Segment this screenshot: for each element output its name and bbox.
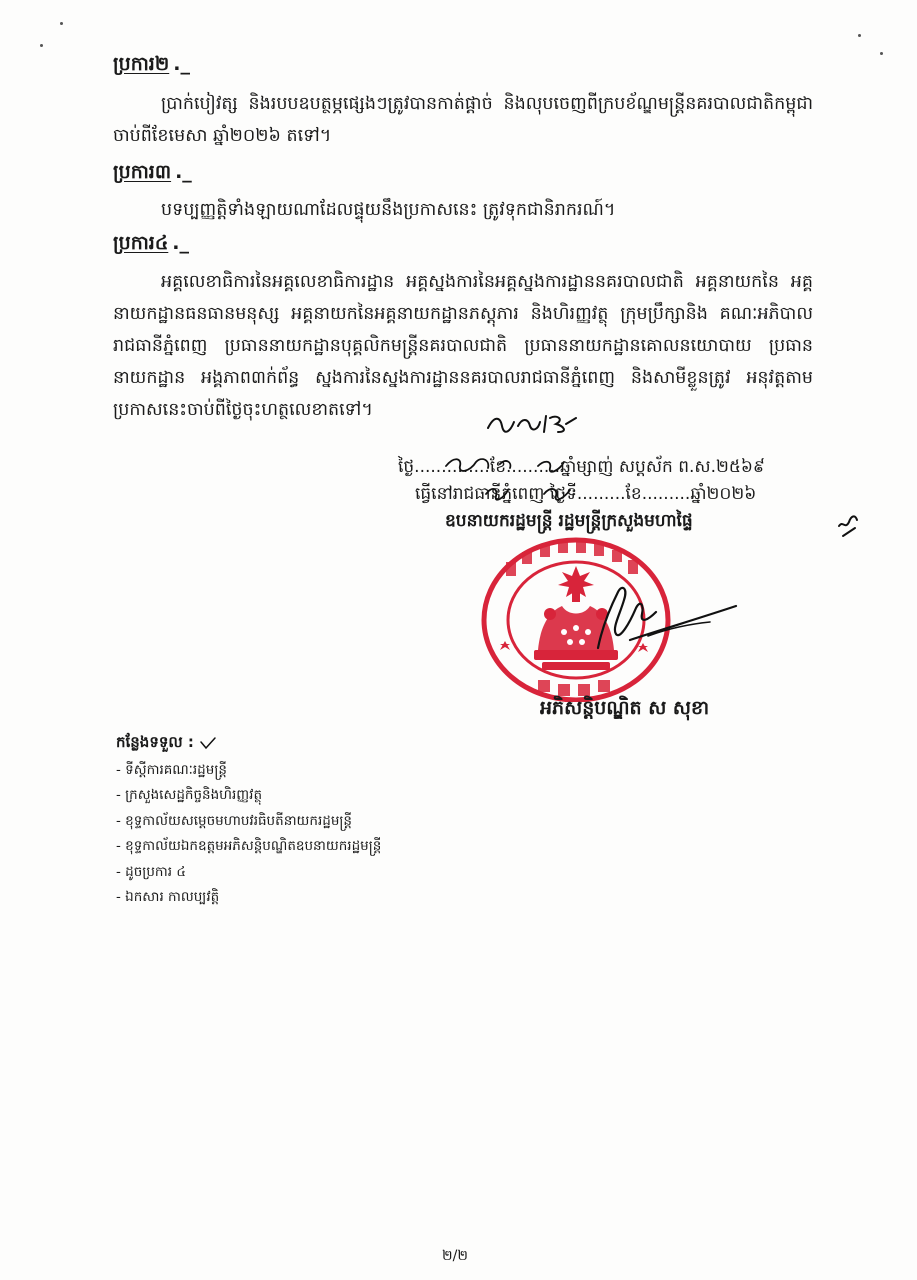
handwritten-signature-icon [590,578,740,660]
article-2-heading-suffix: ._ [173,53,190,75]
handwritten-initials-icon [484,410,580,436]
article-4-heading [113,231,189,259]
list-item: - ខុទ្ទកាល័យសម្តេចមហាបវរធិបតីនាយករដ្ឋមន្ត្រី [116,812,352,829]
article-4-line-5: អនុវត្តតាមប្រកាសនេះចាប់ពីថ្ងៃចុះហត្ថលេខាតទៅ។ [113,368,813,420]
article-3-body [113,194,813,226]
handwritten-date-fill-icon [440,452,600,510]
article-3-heading-suffix: ._ [175,161,192,183]
article-3-heading [113,160,192,188]
article-2-line-1: ប្រាក់បៀវត្ស និងរបបឧបត្ថម្ភផ្សេងៗត្រូវបានកាត់ផ្តាច់ និងលុបចេញពីក្របខ័ណ្ឌមន្ត្រីនគរបាលជាតិកម្ពុជា [161,94,813,114]
scan-speck [880,52,883,55]
article-4-line-3: គណៈអភិបាលរាជធានីភ្នំពេញ ប្រធាននាយកដ្ឋានបុគ្គលិកមន្ត្រីនគរបាលជាតិ ប្រធាននាយកដ្ឋានគោលនយោបាយ [113,304,813,356]
article-4-line-4: ប្រធាននាយកដ្ឋាន អង្គភាព៣ក់ព័ន្ធ ស្នងការនៃស្នងការដ្ឋាននគរបាលរាជធានីភ្នំពេញ និងសាមីខ្លួនត្រូវ [113,336,813,388]
recipients-list [116,758,381,910]
article-4-heading-suffix: ._ [172,232,190,254]
article-3-line-1: បទប្បញ្ញត្តិទាំងឡាយណាដែលផ្ទុយនឹងប្រកាសនេះ ត្រូវទុកជានិរាករណ៍។ [161,200,616,220]
list-item: - ឯកសារ កាលប្បវត្តិ [116,889,220,906]
signer-name: អភិសន្តិបណ្ឌិត ស សុខា [540,697,710,719]
article-4-line-2: អគ្គនាយកដ្ឋានធនធានមនុស្ស អគ្គនាយកនៃអគ្គនាយកដ្ឋានភស្តុភារ និងហិរញ្ញវត្ថុ ក្រុមប្រឹក្សានិង [113,272,813,324]
scan-speck [40,44,43,47]
list-item: - ទីស្តីការគណៈរដ្ឋមន្ត្រី [116,762,227,778]
recipients-heading-text: កន្លែងទទួល : [116,733,194,751]
solar-date-line: ធ្វើនៅរាជធានីភ្នំពេញ ថ្ងៃទី.........ខែ.........ឆ្នាំ២០២៦ [415,484,757,504]
article-3-heading-text: ប្រការ៣ [113,161,172,183]
article-2-body [113,88,813,152]
signer-title: ឧបនាយករដ្ឋមន្ត្រី រដ្ឋមន្ត្រីក្រសួងមហាផ្ទៃ [445,511,693,531]
article-4-heading-text: ប្រការ៤ [113,232,169,254]
list-item: - ដូចប្រការ ៤ [116,863,186,880]
scan-speck [858,34,861,37]
article-4-line-1: អគ្គលេខាធិការនៃអគ្គលេខាធិការដ្ឋាន អគ្គស្នងការនៃអគ្គស្នងការដ្ឋាននគរបាលជាតិ អគ្គនាយកនៃ [161,272,779,292]
check-mark-icon [199,736,217,750]
article-2-heading-text: ប្រការ២ [113,53,170,75]
handwritten-check-icon [835,510,861,540]
recipients-heading [116,733,217,755]
list-item: - ក្រសួងសេដ្ឋកិច្ចនិងហិរញ្ញវត្ថុ [116,787,263,804]
article-4-body [113,266,813,426]
article-2-heading [113,52,190,80]
list-item: - ខុទ្ទកាល័យឯកឧត្តមអភិសន្តិបណ្ឌិតឧបនាយករដ្ឋមន្ត្រី [116,838,382,855]
scan-speck [60,22,63,25]
lunar-date-line: ថ្ងៃ..............ខែ..........ឆ្នាំម្សាញ់ សប្តស័ក ព.ស.២៥៦៩ [398,457,765,477]
article-2-line-2: ចាប់ពីខែមេសា ឆ្នាំ២០២៦ តទៅ។ [113,126,332,146]
page-number: ២/២ [442,1248,468,1264]
